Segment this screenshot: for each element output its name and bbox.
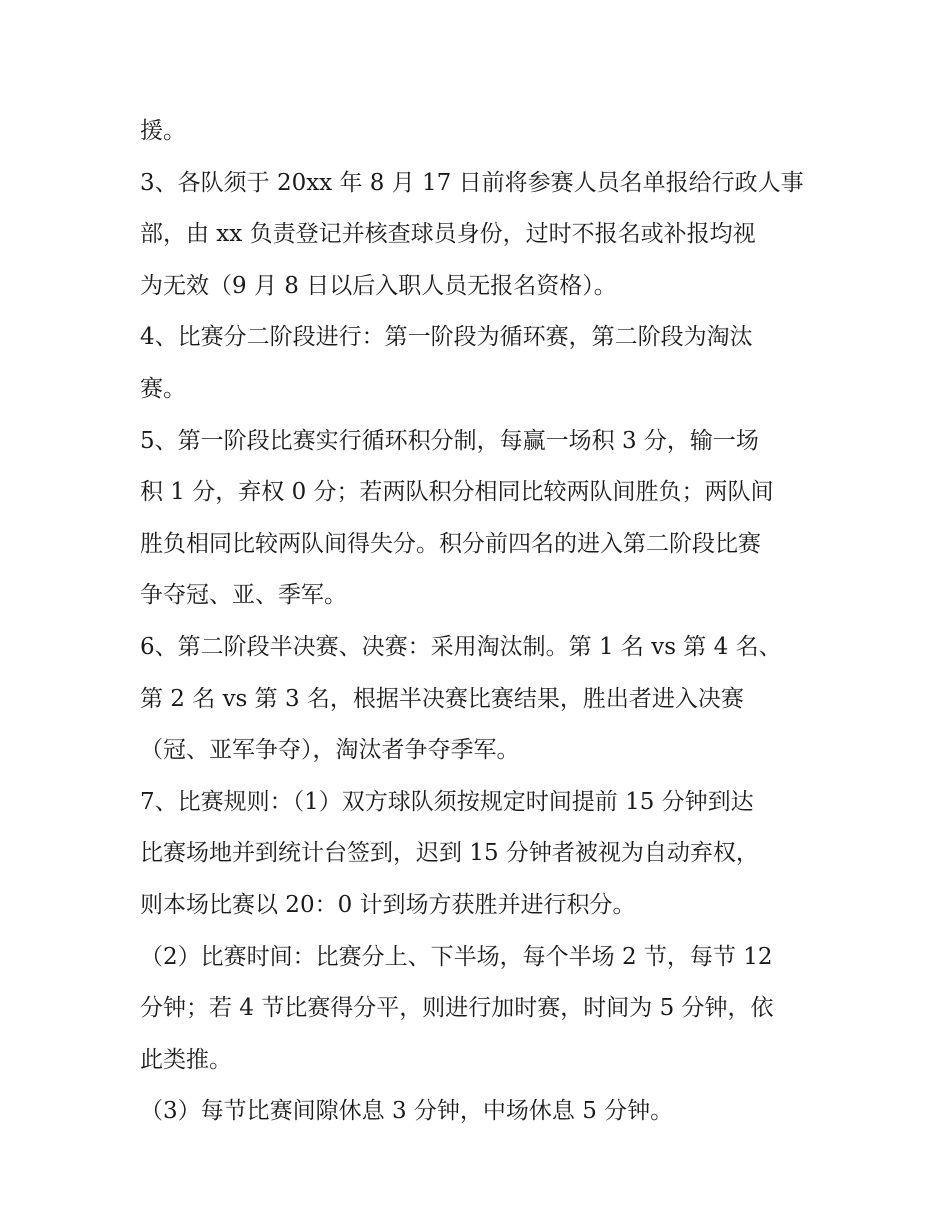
text-line: 分钟；若 4 节比赛得分平，则进行加时赛，时间为 5 分钟，依 <box>140 995 774 1022</box>
text-line: 为无效（9 月 8 日以后入职人员无报名资格）。 <box>140 272 617 299</box>
text-line: 积 1 分，弃权 0 分；若两队积分相同比较两队间胜负；两队间 <box>140 479 774 506</box>
document-body <box>140 106 820 1138</box>
text-line: 胜负相同比较两队间得失分。积分前四名的进入第二阶段比赛 <box>140 530 761 557</box>
text-line: 4、比赛分二阶段进行：第一阶段为循环赛，第二阶段为淘汰 <box>140 324 753 351</box>
text-line: （3）每节比赛间隙休息 3 分钟，中场休息 5 分钟。 <box>140 1098 674 1125</box>
text-line: 援。 <box>140 118 186 144</box>
text-line: 则本场比赛以 20：0 计到场方获胜并进行积分。 <box>140 891 636 918</box>
text-line: （冠、亚军争夺），淘汰者争夺季军。 <box>140 737 520 764</box>
text-line: （2）比赛时间：比赛分上、下半场，每个半场 2 节，每节 12 <box>140 943 773 970</box>
text-line: 6、第二阶段半决赛、决赛：采用淘汰制。第 1 名 vs 第 4 名、 <box>140 633 782 660</box>
text-line: 赛。 <box>140 375 186 402</box>
text-line: 5、第一阶段比赛实行循环积分制，每赢一场积 3 分，输一场 <box>140 427 759 454</box>
text-line: 7、比赛规则：（1）双方球队须按规定时间提前 15 分钟到达 <box>140 788 754 815</box>
text-line: 比赛场地并到统计台签到，迟到 15 分钟者被视为自动弃权， <box>140 840 759 867</box>
text-line: 第 2 名 vs 第 3 名，根据半决赛比赛结果，胜出者进入决赛 <box>140 685 744 712</box>
text-line: 争夺冠、亚、季军。 <box>140 582 347 609</box>
text-line: 部，由 xx 负责登记并核查球员身份，过时不报名或补报均视 <box>140 221 756 248</box>
text-line: 此类推。 <box>140 1046 232 1073</box>
text-line: 3、各队须于 20xx 年 8 月 17 日前将参赛人员名单报给行政人事 <box>140 169 804 196</box>
